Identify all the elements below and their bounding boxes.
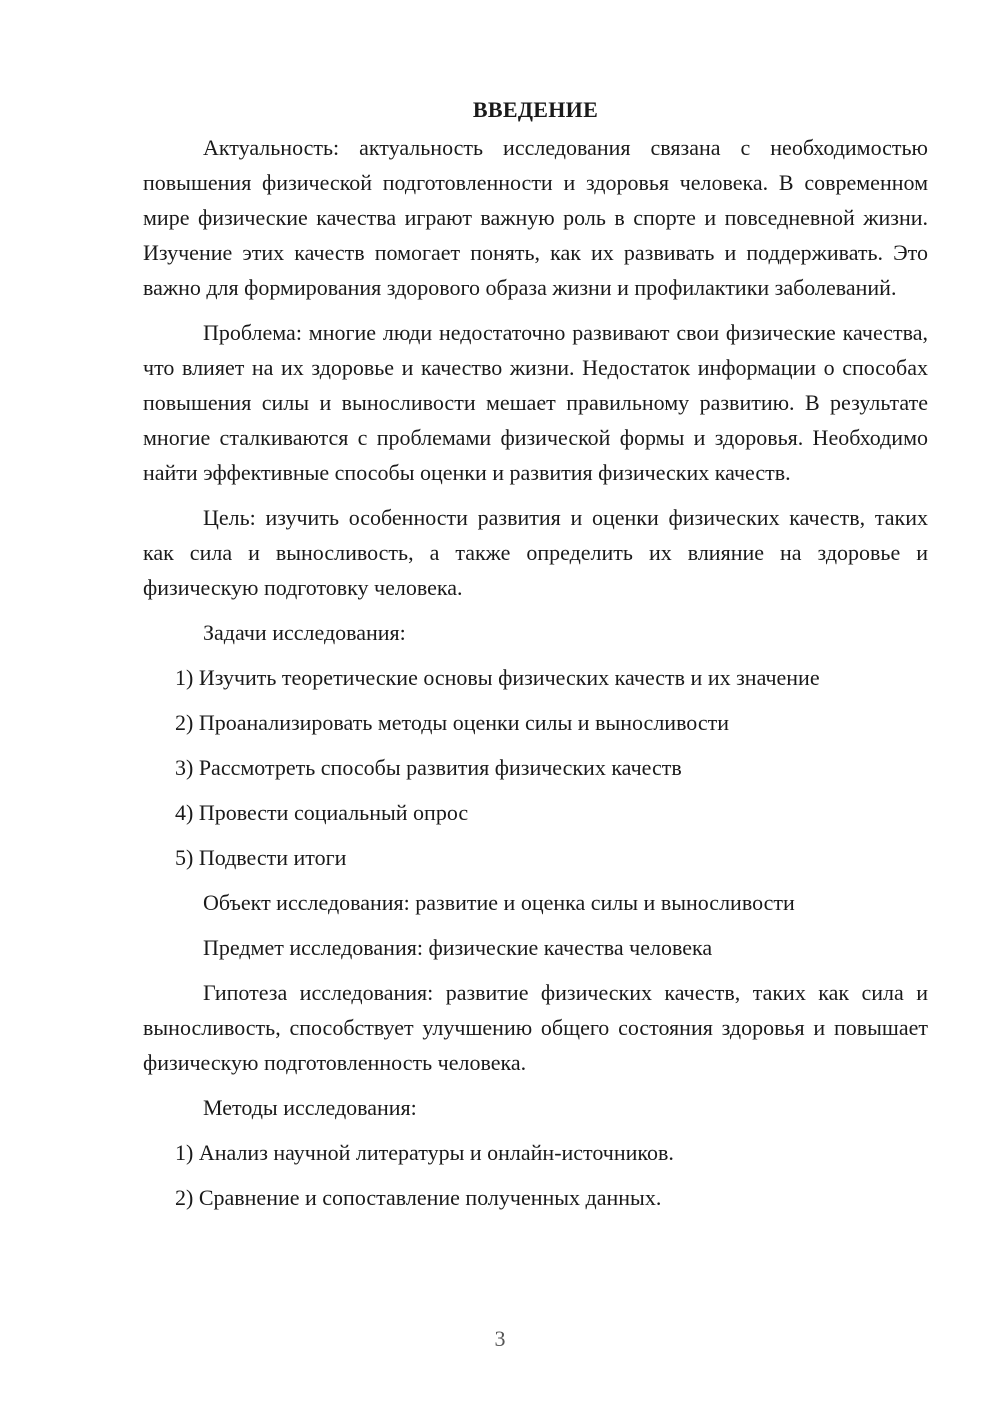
task-item: 4) Провести социальный опрос bbox=[175, 800, 469, 825]
document-page bbox=[143, 92, 928, 1225]
methods-label: Методы исследования: bbox=[203, 1095, 417, 1120]
hypothesis-paragraph: Гипотеза исследования: развитие физических качеств, таких как сила и выносливость, способствует улучшению общего состояния здоровья и повышает физическую подготовленность человека. bbox=[143, 980, 928, 1075]
problem-paragraph: Проблема: многие люди недостаточно развивают свои физические качества, что влияет на их здоровье и качество жизни. Недостаток информации о способах повышения силы и выносливости мешает правильному развитию. В результате многие сталкиваются с проблемами физической формы и здоровья. Необходимо найти эффективные способы оценки и развития физических качеств. bbox=[143, 320, 928, 485]
method-item: 2) Сравнение и сопоставление полученных данных. bbox=[175, 1185, 662, 1210]
page-number: 3 bbox=[494, 1326, 506, 1351]
task-item: 2) Проанализировать методы оценки силы и выносливости bbox=[175, 710, 730, 735]
method-item: 1) Анализ научной литературы и онлайн-источников. bbox=[175, 1140, 674, 1165]
tasks-label: Задачи исследования: bbox=[203, 620, 406, 645]
research-object: Объект исследования: развитие и оценка силы и выносливости bbox=[203, 890, 795, 915]
goal-paragraph: Цель: изучить особенности развития и оценки физических качеств, таких как сила и выносливость, а также определить их влияние на здоровье и физическую подготовку человека. bbox=[143, 505, 928, 600]
section-heading: ВВЕДЕНИЕ bbox=[472, 97, 599, 122]
task-item: 5) Подвести итоги bbox=[175, 845, 347, 870]
relevance-paragraph: Актуальность: актуальность исследования связана с необходимостью повышения физической подготовленности и здоровья человека. В современном мире физические качества играют важную роль в спорте и повседневной жизни. Изучение этих качеств помогает понять, как их развивать и поддерживать. Это важно для формирования здорового образа жизни и профилактики заболеваний. bbox=[143, 135, 928, 300]
task-item: 1) Изучить теоретические основы физических качеств и их значение bbox=[175, 665, 820, 690]
task-item: 3) Рассмотреть способы развития физических качеств bbox=[175, 755, 682, 780]
research-subject: Предмет исследования: физические качества человека bbox=[203, 935, 713, 960]
